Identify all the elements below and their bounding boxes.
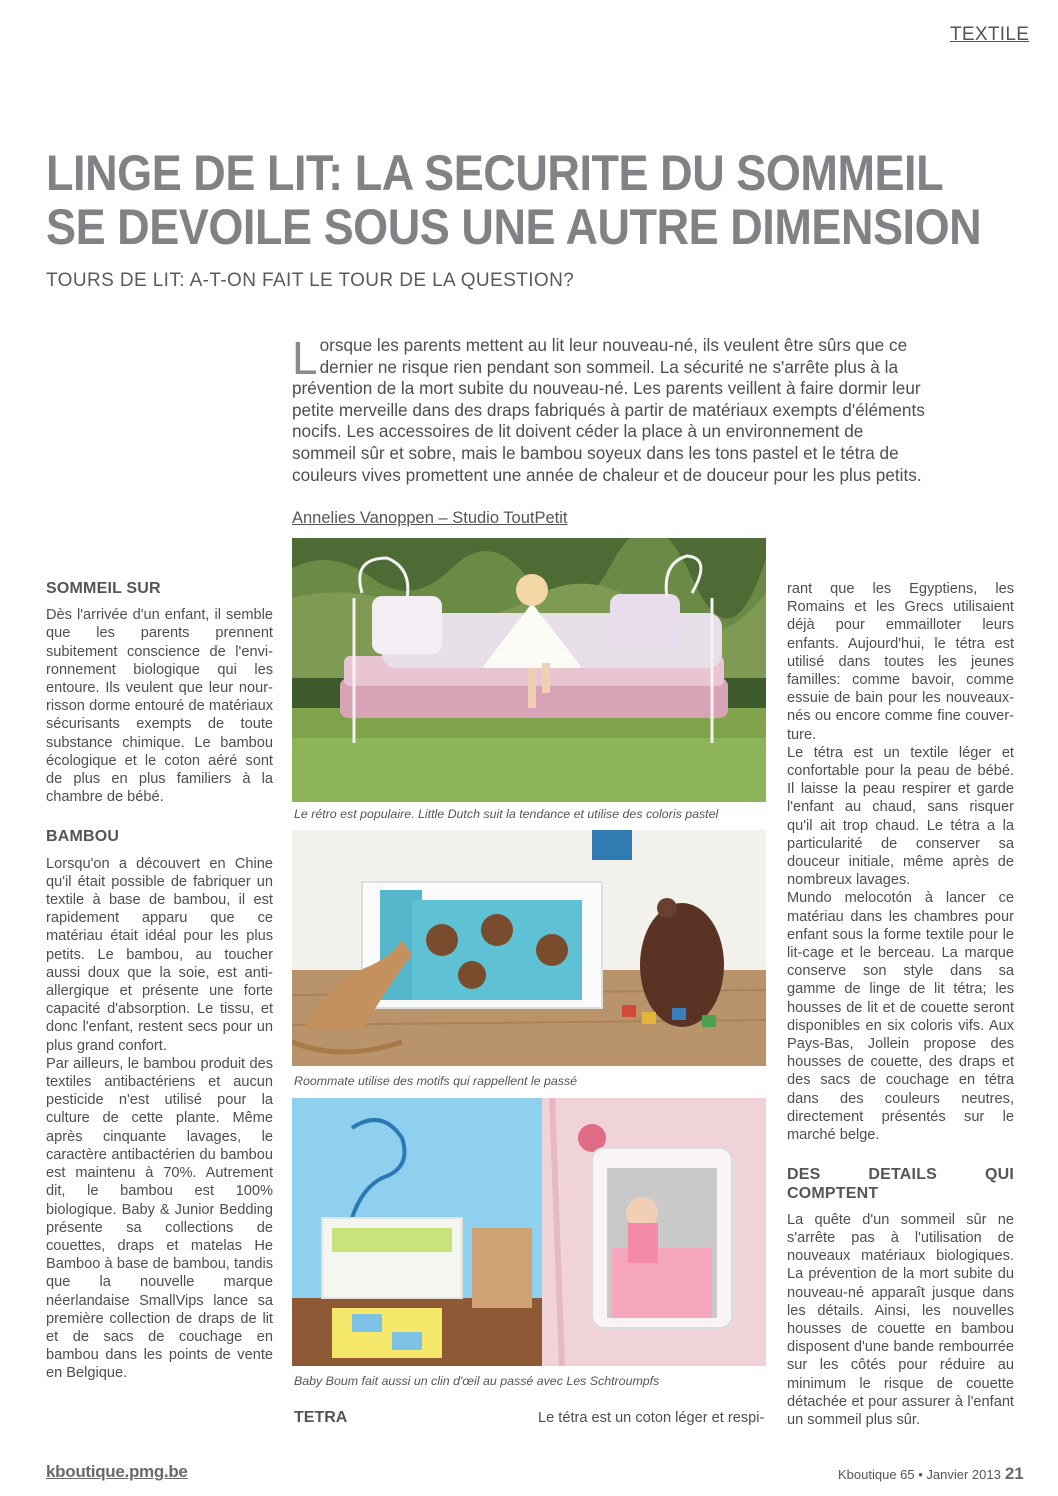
caption-photo-3: Baby Boum fait aussi un clin d'œil au passé avec Les Schtroumpfs [294, 1374, 660, 1388]
photo-retro-bed [292, 538, 766, 802]
heading-details: DES DETAILS QUI COMPTENT [787, 1166, 1014, 1202]
drop-cap: L [292, 332, 318, 384]
photo-roommate-nursery [292, 830, 766, 1066]
headline-line-2: SE DEVOILE SOUS UNE AUTRE DIMENSION [46, 199, 982, 255]
subheadline: TOURS DE LIT: A-T-ON FAIT LE TOUR DE LA QUESTION? [46, 270, 575, 291]
caption-photo-1: Le rétro est populaire. Little Dutch suit la tendance et utilise des coloris pastel [294, 807, 719, 821]
photo-roommate-nursery-image [292, 830, 766, 1066]
caption-photo-2: Roommate utilise des motifs qui rappellent le passé [294, 1074, 578, 1088]
section-tag: TEXTILE [950, 24, 1030, 45]
byline: Annelies Vanoppen – Studio ToutPetit [292, 509, 568, 527]
heading-sommeil-sur: SOMMEIL SUR [46, 580, 161, 597]
photo-baby-boum [292, 1098, 766, 1366]
paragraph: rant que les Egyptiens, les Romains et les Grecs utilisaient déjà pour emmailloter leurs enfants. Aujourd'hui, le tétra est utilisé dans toutes les jeunes familles: comme bavoir, comme essuie de bain pour les nouveauxnés ou encore comme fine couverture. [787, 581, 1014, 743]
footer-site-link[interactable]: kboutique.pmg.be [46, 1462, 188, 1481]
tetra-paragraph-start: Le tétra est un coton léger et respi- [538, 1410, 765, 1426]
photo-retro-bed-image [292, 538, 766, 802]
footer-issue [838, 1464, 1024, 1484]
paragraph: Par ailleurs, le bambou produit des textiles antibactériens et aucun pesticide n'est utilisé pour la culture de cette plante. Même après cinquante lavages, le caractère antibactérien du bambou est maintenu à 70%. Autrement dit, le bambou est 100% biologique. Baby & Junior Bedding présente sa collections de couettes, draps et matelas He Bamboo à base de bambou, tandis que la nouvelle marque néerlandaise SmallVips lance sa première collection de draps de lit et de sacs de couchage en bambou dans les points de vente en Belgique. [46, 1055, 273, 1382]
heading-tetra: TETRA [294, 1409, 348, 1426]
paragraph: La quête d'un sommeil sûr ne s'arrête pas à l'utilisation de nouveaux matériaux biologiques. La prévention de la mort subite du nouveau-né apparaît jusque dans les détails. Ainsi, les nouvelles housses de couette en bambou disposent d'une bande rembourrée sur les côtés pour réduire au minimum le risque de couette détachée et pour assurer à l'enfant un sommeil plus sûr. [787, 1211, 1014, 1428]
issue-label: Kboutique 65 • Janvier 2013 [838, 1467, 1001, 1482]
headline-line-1: LINGE DE LIT: LA SECURITE DU SOMMEIL [46, 145, 944, 201]
paragraph: Lorsqu'on a découvert en Chine qu'il était possible de fabriquer un textile à base de bambou, il est rapidement apparu que ce matériau était idéal pour les plus petits. Le bambou, au toucher aussi doux que la soie, est antiallergique et présente une forte capacité d'absorption. Le tissu, et donc l'enfant, restent secs pour un plus grand confort. [46, 855, 273, 1054]
photo-baby-boum-image [292, 1098, 766, 1366]
paragraph: Mundo melocotón à lancer ce matériau dans les chambres pour enfant sous la forme textile pour le lit-cage et le berceau. La marque conserve son style dans sa gamme de linge de lit tétra; les housses de lit et de couette seront disponibles en six coloris vifs. Aux Pays-Bas, Jollein propose des housses de couette, des draps et des sacs de couchage en tétra dans des couleurs neutres, directement présentés sur le marché belge. [787, 890, 1014, 1144]
intro-text: orsque les parents mettent au lit leur nouveau-né, ils veulent être sûrs que ce dernier ne risque rien pendant son sommeil. La sécurité ne s'arrête plus à la prévention de la mort subite du nouveau-né. Les parents veillent à faire dormir leur petite merveille dans des draps fabriqués à partir de matériaux exempts d'éléments nocifs. Les accessoires de lit doivent céder la place à un environnement de sommeil sûr et sobre, mais le bambou soyeux dans les tons pastel et le tétra de couleurs vives promettent une année de chaleur et de douceur pour les plus petits. [292, 335, 925, 485]
page-number: 21 [1004, 1464, 1024, 1483]
intro-paragraph [292, 332, 928, 486]
paragraph: Le tétra est un textile léger et confortable pour la peau de bébé. Il laisse la peau respirer et garde l'enfant au chaud, sans risquer qu'il ait trop chaud. Le tétra a la particularité de conserver sa douceur initiale, même après de nombreux lavages. [787, 744, 1014, 889]
headline [46, 145, 982, 255]
heading-bambou: BAMBOU [46, 828, 120, 846]
left-column [46, 580, 273, 1383]
right-column [787, 580, 1014, 1429]
paragraph: Dès l'arrivée d'un enfant, il semble que les parents prennent subitement conscience de l'environnement biologique qui les entoure. Ils veulent que leur nourrisson dorme entouré de matériaux sécurisants exempts de toute substance chimique. Le bambou écologique et le coton aéré sont de plus en plus familiers à la chambre de bébé. [46, 607, 273, 806]
